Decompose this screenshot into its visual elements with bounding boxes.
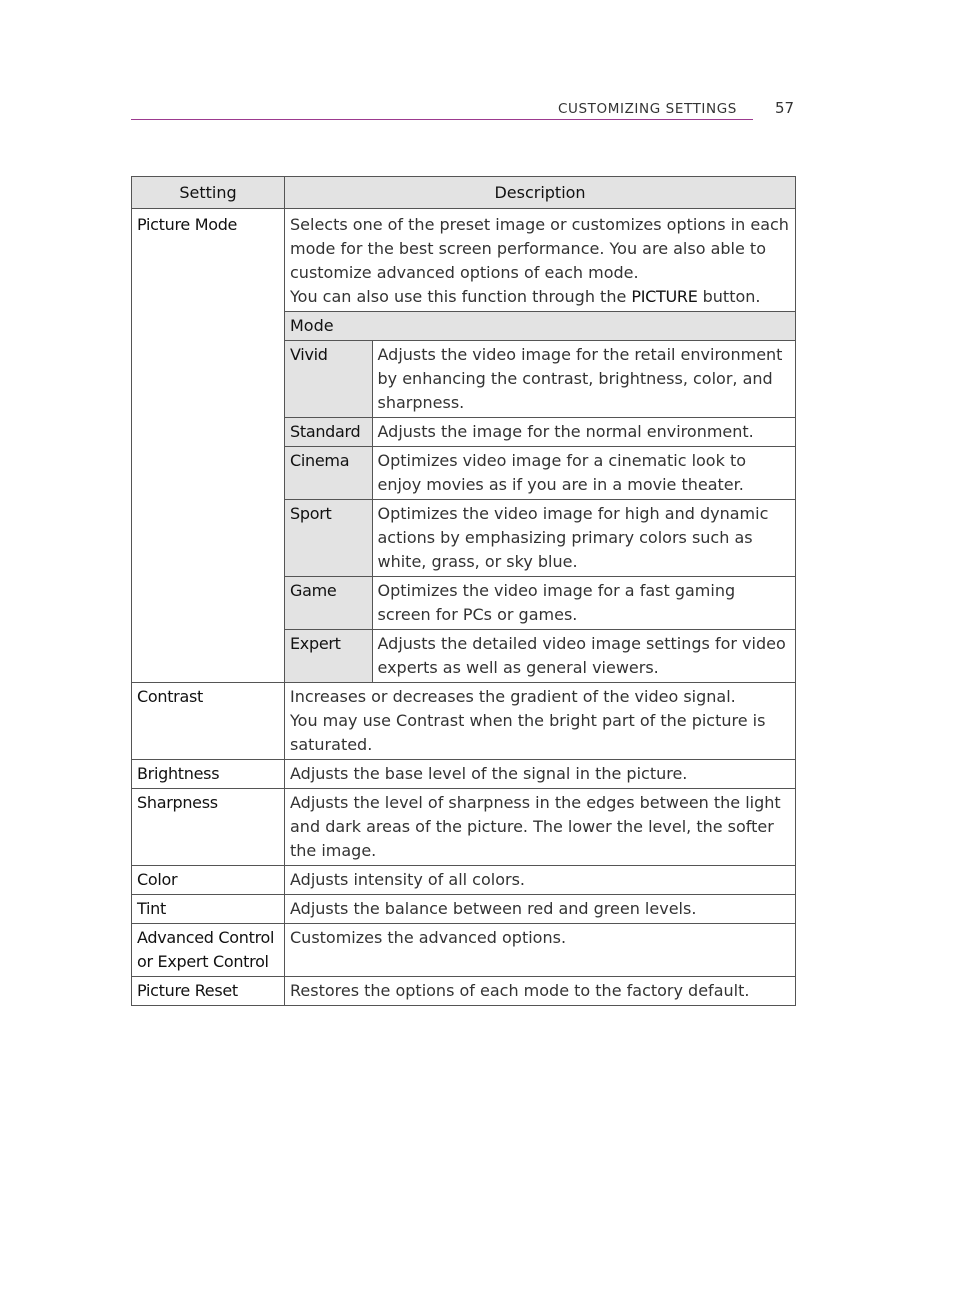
setting-description: Adjusts the balance between red and green levels. [285,895,796,924]
mode-name: Expert [285,630,372,683]
setting-name: Sharpness [132,789,285,866]
setting-description: Restores the options of each mode to the factory default. [285,977,796,1006]
table-row-advanced-control [132,924,796,977]
setting-description: Adjusts the level of sharpness in the edges between the light and dark areas of the picture. The lower the level, the softer the image. [285,789,796,866]
setting-name: Picture Reset [132,977,285,1006]
table-row-picture-reset [132,977,796,1006]
setting-description: Customizes the advanced options. [285,924,796,977]
mode-description: Optimizes the video image for a fast gaming screen for PCs or games. [372,577,795,630]
picture-mode-intro [285,209,795,312]
mode-description: Optimizes video image for a cinematic look to enjoy movies as if you are in a movie theater. [372,447,795,500]
section-title: CUSTOMIZING SETTINGS [558,101,737,117]
table-row-color [132,866,796,895]
picture-note-before: You can also use this function through the [290,287,632,306]
header-divider [131,119,753,120]
setting-name: Color [132,866,285,895]
setting-name: Advanced Control or Expert Control [132,924,285,977]
picture-mode-intro-text: Selects one of the preset image or customizes options in each mode for the best screen performance. You are also able to customize advanced options of each mode. [290,215,789,282]
table-row-tint [132,895,796,924]
picture-note-after: button. [697,287,761,306]
mode-name: Standard [285,418,372,447]
mode-row-game [285,577,795,630]
mode-row-sport [285,500,795,577]
mode-row-expert [285,630,795,683]
setting-name: Brightness [132,760,285,789]
column-header-setting: Setting [132,177,285,209]
setting-name: Contrast [132,683,285,760]
table-row-sharpness [132,789,796,866]
setting-description [285,209,796,683]
setting-description: Adjusts intensity of all colors. [285,866,796,895]
mode-name: Sport [285,500,372,577]
mode-name: Game [285,577,372,630]
mode-description: Adjusts the detailed video image settings for video experts as well as general viewers. [372,630,795,683]
setting-description [285,683,796,760]
mode-row-cinema [285,447,795,500]
settings-table [131,176,796,1006]
mode-row-vivid [285,341,795,418]
column-header-description: Description [285,177,796,209]
mode-name: Vivid [285,341,372,418]
table-header-row [132,177,796,209]
setting-description: Adjusts the base level of the signal in the picture. [285,760,796,789]
picture-mode-note [290,285,790,309]
picture-button-term: PICTURE [631,287,698,306]
mode-name: Cinema [285,447,372,500]
table-row-brightness [132,760,796,789]
table-row-contrast [132,683,796,760]
picture-mode-subtable [285,209,795,682]
mode-description: Adjusts the video image for the retail environment by enhancing the contrast, brightness, color, and sharpness. [372,341,795,418]
setting-name: Picture Mode [132,209,285,683]
mode-description: Optimizes the video image for high and dynamic actions by emphasizing primary colors such as white, grass, or sky blue. [372,500,795,577]
table-row-picture-mode [132,209,796,683]
mode-subheader: Mode [285,312,795,341]
mode-row-standard [285,418,795,447]
contrast-description-line-2: You may use Contrast when the bright part of the picture is saturated. [290,711,766,754]
setting-name: Tint [132,895,285,924]
mode-description: Adjusts the image for the normal environment. [372,418,795,447]
contrast-description-line-1: Increases or decreases the gradient of the video signal. [290,687,736,706]
page-number: 57 [775,99,795,117]
